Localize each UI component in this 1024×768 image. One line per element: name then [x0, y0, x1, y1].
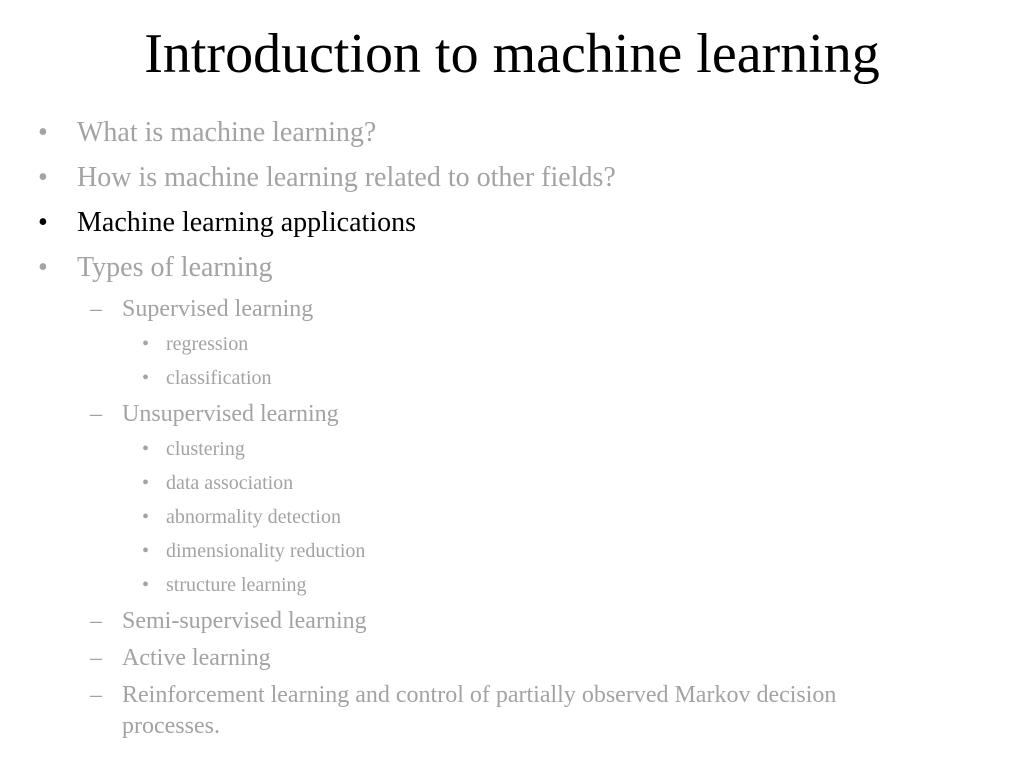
sub-sub-list-item: data association: [166, 472, 294, 494]
slide-title: Introduction to machine learning: [144, 23, 880, 85]
dash-marker: –: [90, 682, 102, 708]
dash-marker: –: [90, 645, 102, 671]
sub-list-item: Unsupervised learning: [122, 401, 339, 427]
sub-list-item-continuation: processes.: [122, 713, 220, 739]
sub-sub-list-item: regression: [166, 333, 249, 355]
bullet-marker: •: [38, 252, 48, 283]
bullet-marker: •: [142, 472, 150, 494]
bullet-marker: •: [142, 333, 150, 355]
bullet-marker: •: [38, 162, 48, 193]
bullet-marker: •: [38, 207, 48, 238]
list-item: How is machine learning related to other fields?: [77, 162, 616, 193]
sub-list-item: Supervised learning: [122, 296, 314, 322]
bullet-marker: •: [142, 540, 150, 562]
bullet-marker: •: [142, 506, 150, 528]
list-item-current: Machine learning applications: [77, 207, 416, 238]
sub-sub-list-item: clustering: [166, 438, 245, 460]
dash-marker: –: [90, 608, 102, 634]
bullet-marker: •: [38, 117, 48, 148]
sub-sub-list-item: structure learning: [166, 574, 307, 596]
sub-list-item: Semi-supervised learning: [122, 608, 367, 634]
bullet-marker: •: [142, 438, 150, 460]
bullet-marker: •: [142, 574, 150, 596]
list-item: What is machine learning?: [77, 117, 377, 148]
sub-sub-list-item: classification: [166, 367, 272, 389]
sub-list-item: Active learning: [122, 645, 271, 671]
sub-sub-list-item: abnormality detection: [166, 506, 341, 528]
list-item: Types of learning: [77, 252, 273, 283]
sub-list-item: Reinforcement learning and control of partially observed Markov decision: [122, 682, 837, 708]
bullet-marker: •: [142, 367, 150, 389]
dash-marker: –: [90, 401, 102, 427]
sub-sub-list-item: dimensionality reduction: [166, 540, 366, 562]
dash-marker: –: [90, 296, 102, 322]
